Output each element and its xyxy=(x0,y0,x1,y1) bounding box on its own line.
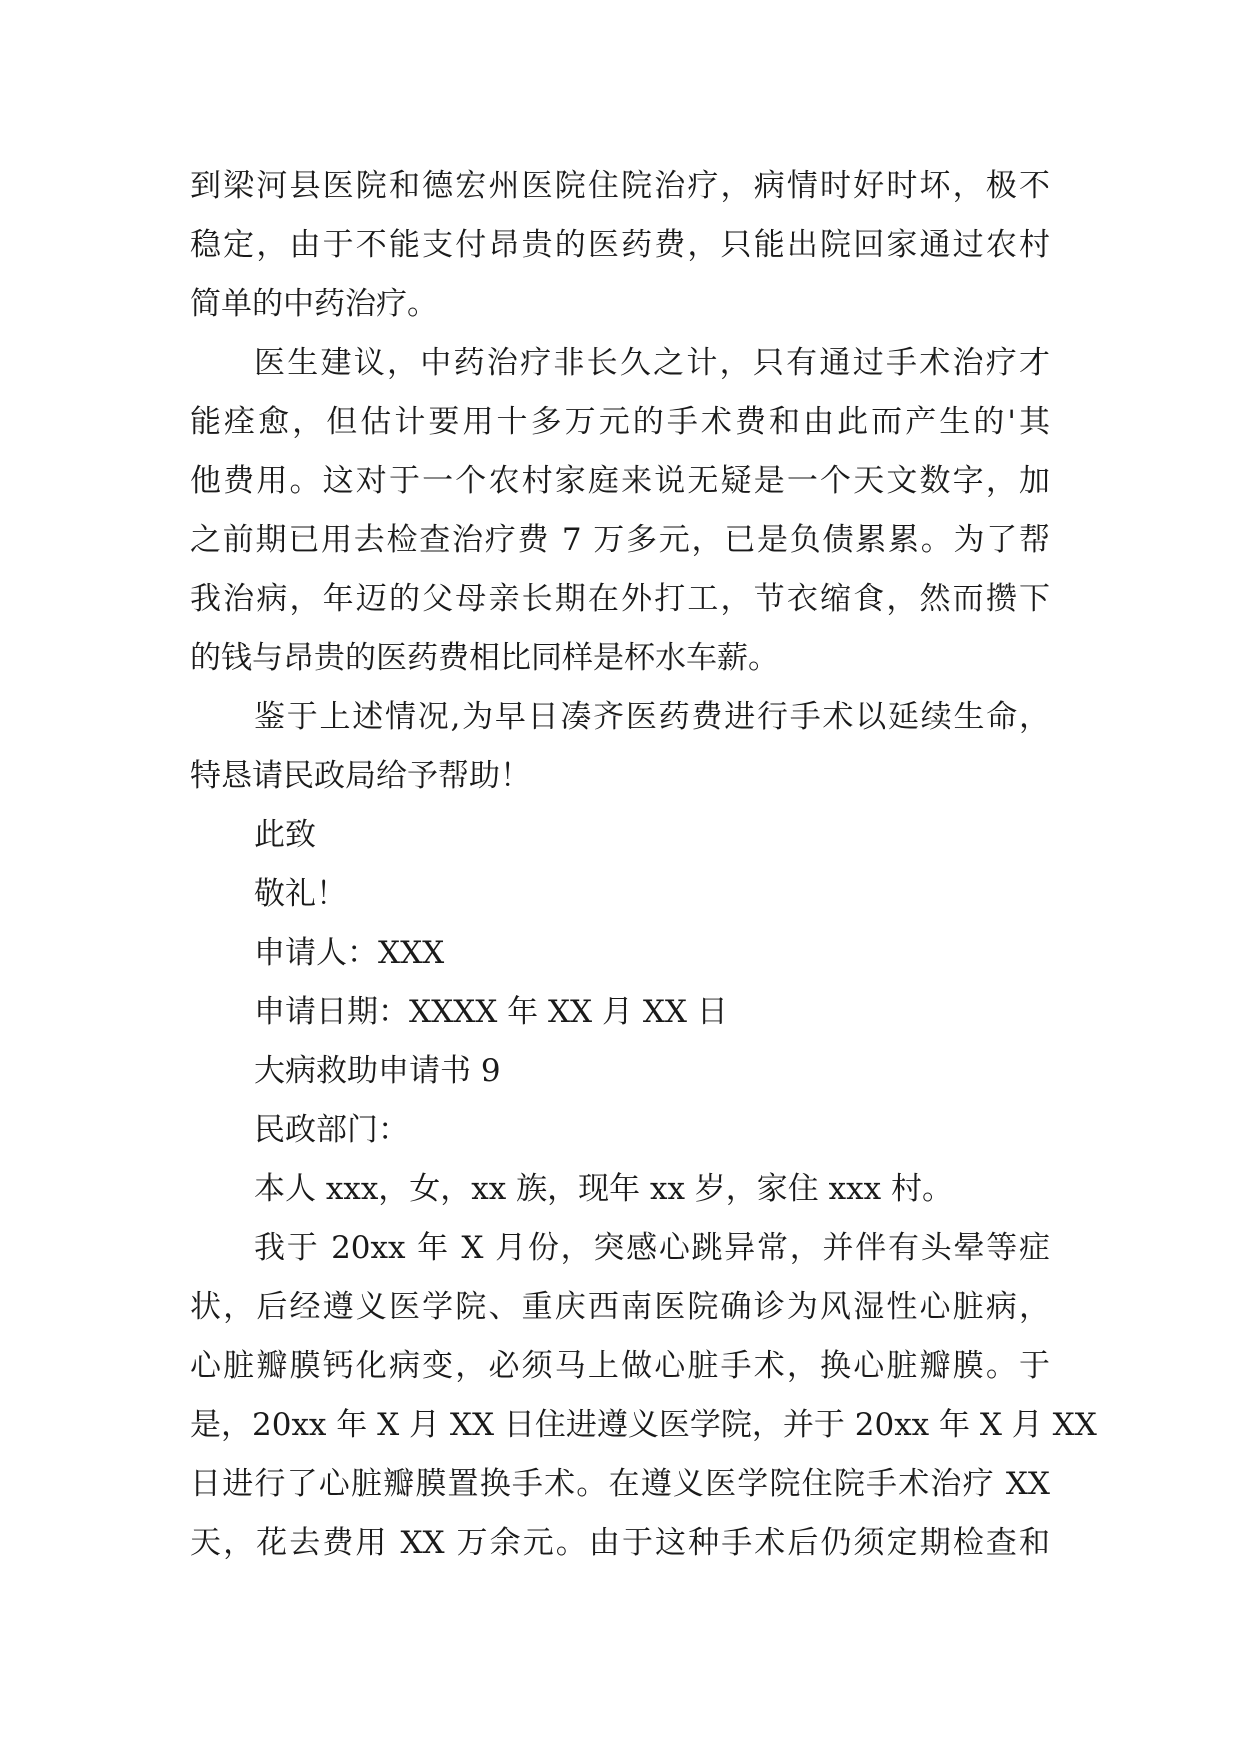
applicant-line: 申请人：XXX xyxy=(254,935,445,971)
text-line: 的钱与昂贵的医药费相比同样是杯水车薪。 xyxy=(190,640,779,676)
text-line: 日进行了心脏瓣膜置换手术。在遵义医学院住院手术治疗 XX xyxy=(190,1466,1050,1502)
text-line: 天，花去费用 XX 万余元。由于这种手术后仍须定期检查和 xyxy=(190,1525,1050,1561)
salutation-line: 敬礼！ xyxy=(254,876,347,912)
text-line: 他费用。这对于一个农村家庭来说无疑是一个天文数字，加 xyxy=(190,463,1050,499)
application-date-line: 申请日期：XXXX 年 XX 月 XX 日 xyxy=(254,994,728,1030)
closing-line: 此致 xyxy=(254,817,316,853)
text-line: 特恳请民政局给予帮助！ xyxy=(190,758,531,794)
text-line: 医生建议，中药治疗非长久之计，只有通过手术治疗才 xyxy=(254,345,1050,381)
text-line: 状，后经遵义医学院、重庆西南医院确诊为风湿性心脏病， xyxy=(190,1289,1050,1325)
text-line: 到梁河县医院和德宏州医院住院治疗，病情时好时坏，极不 xyxy=(190,168,1050,204)
text-line: 本人 xxx，女，xx 族，现年 xx 岁，家住 xxx 村。 xyxy=(254,1171,953,1207)
text-line: 之前期已用去检查治疗费 7 万多元，已是负债累累。为了帮 xyxy=(190,522,1050,558)
text-line: 心脏瓣膜钙化病变，必须马上做心脏手术，换心脏瓣膜。于 xyxy=(190,1348,1050,1384)
text-line: 我于 20xx 年 X 月份，突感心跳异常，并伴有头晕等症 xyxy=(254,1230,1050,1266)
section-title: 大病救助申请书 9 xyxy=(254,1053,501,1089)
addressee-line: 民政部门： xyxy=(254,1112,409,1148)
text-line: 我治病，年迈的父母亲长期在外打工，节衣缩食，然而攒下 xyxy=(190,581,1050,617)
text-line: 稳定，由于不能支付昂贵的医药费，只能出院回家通过农村 xyxy=(190,227,1050,263)
text-line: 能痊愈，但估计要用十多万元的手术费和由此而产生的'其 xyxy=(190,404,1050,440)
text-line: 是，20xx 年 X 月 XX 日住进遵义医学院，并于 20xx 年 X 月 XX xyxy=(190,1407,1097,1443)
text-line: 鉴于上述情况,为早日凑齐医药费进行手术以延续生命， xyxy=(254,699,1050,735)
text-line: 简单的中药治疗。 xyxy=(190,286,438,322)
document-body xyxy=(190,157,1097,1573)
